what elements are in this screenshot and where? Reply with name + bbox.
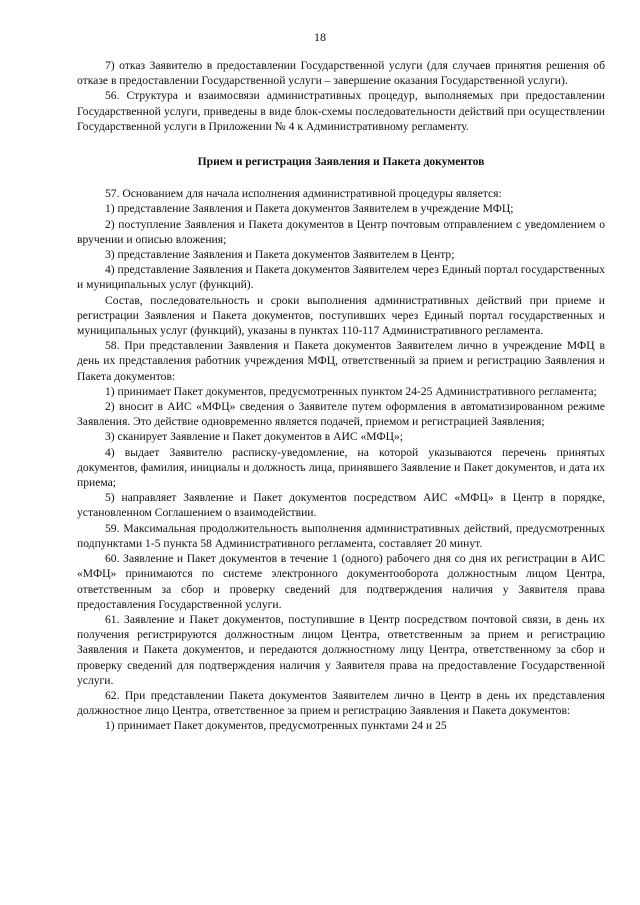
paragraph-59: 59. Максимальная продолжительность выполнения административных действий, предусмотренных подпунктами 1-5 пункта 58 Административного регламента, составляет 20 минут. [77, 521, 605, 550]
paragraph-57-item-2: 2) поступление Заявления и Пакета документов в Центр почтовым отправлением с уведомлением о вручении и описью вложения; [77, 217, 605, 246]
paragraph-62: 62. При представлении Пакета документов Заявителем лично в Центр в день их представления должностное лицо Центра, ответственное за прием и регистрацию Заявления и Пакета документов: [77, 688, 605, 718]
paragraph-7-refusal: 7) отказ Заявителю в предоставлении Государственной услуги (для случаев принятия решения об отказе в предоставлении Государственной услуги – завершение оказания Государственной услуги). [77, 59, 605, 88]
paragraph-composition: Состав, последовательность и сроки выполнения административных действий при приеме и регистрации Заявления и Пакета документов, поступивших через Единый портал государственных и муниципальных услуг (функций), указаны в пунктах 110-117 Административного регламента. [77, 293, 605, 338]
paragraph-58-item-1: 1) принимает Пакет документов, предусмотренных пунктом 24-25 Административного регламента; [105, 384, 597, 398]
paragraph-58-item-5: 5) направляет Заявление и Пакет документов посредством АИС «МФЦ» в Центр в порядке, установленном Соглашением о взаимодействии. [77, 491, 605, 520]
paragraph-57-item-4: 4) представление Заявления и Пакета документов Заявителем через Единый портал государственных и муниципальных услуг (функций). [77, 263, 605, 292]
paragraph-58-item-3: 3) сканирует Заявление и Пакет документов в АИС «МФЦ»; [105, 430, 404, 444]
paragraph-56: 56. Структура и взаимосвязи административных процедур, выполняемых при предоставлении Государственной услуги, приведены в виде блок-схемы последовательности действий при осуществлении Государственной услуги в Приложении № 4 к Административному регламенту. [77, 89, 605, 133]
paragraph-58: 58. При представлении Заявления и Пакета документов Заявителем лично в учреждение МФЦ в день их представления работник учреждения МФЦ, ответственный за прием и регистрацию Заявления и Пакета документов: [77, 339, 605, 383]
paragraph-58-item-4: 4) выдает Заявителю расписку-уведомление, на которой указываются перечень принятых документов, фамилия, инициалы и должность лица, принявшего Заявление и Пакет документов, и дата их приема; [77, 445, 605, 490]
paragraph-60: 60. Заявление и Пакет документов в течение 1 (одного) рабочего дня со дня их регистрации в АИС «МФЦ» принимаются по системе электронного документооборота должностным лицом Центра, ответственным за сбор и проверку сведений для подтверждения наличия у Заявителя права предоставления Государственной услуги. [77, 552, 605, 611]
paragraph-58-item-2: 2) вносит в АИС «МФЦ» сведения о Заявителе путем оформления в автоматизированном режиме Заявления. Это действие одновременно является подачей, приемом и регистрацией Заявления; [77, 400, 605, 429]
paragraph-61: 61. Заявление и Пакет документов, поступившие в Центр посредством почтовой связи, в день их получения регистрируются должностным лицом Центра, ответственным за прием и регистрацию Заявления и Пакета документов, и передаются должностному лицу Центра, ответственному за сбор и проверку сведений для подтверждения наличия у Заявителя права на предоставление Государственной услуги. [77, 612, 605, 687]
page-number: 18 [314, 30, 326, 44]
paragraph-57-item-3: 3) представление Заявления и Пакета документов Заявителем в Центр; [105, 248, 455, 262]
section-heading: Прием и регистрация Заявления и Пакета документов [197, 155, 485, 169]
paragraph-57: 57. Основанием для начала исполнения административной процедуры является: [105, 187, 502, 201]
paragraph-62-item-1: 1) принимает Пакет документов, предусмотренных пунктами 24 и 25 [105, 719, 447, 733]
document-body [77, 58, 605, 734]
paragraph-57-item-1: 1) представление Заявления и Пакета документов Заявителем в учреждение МФЦ; [105, 202, 514, 216]
